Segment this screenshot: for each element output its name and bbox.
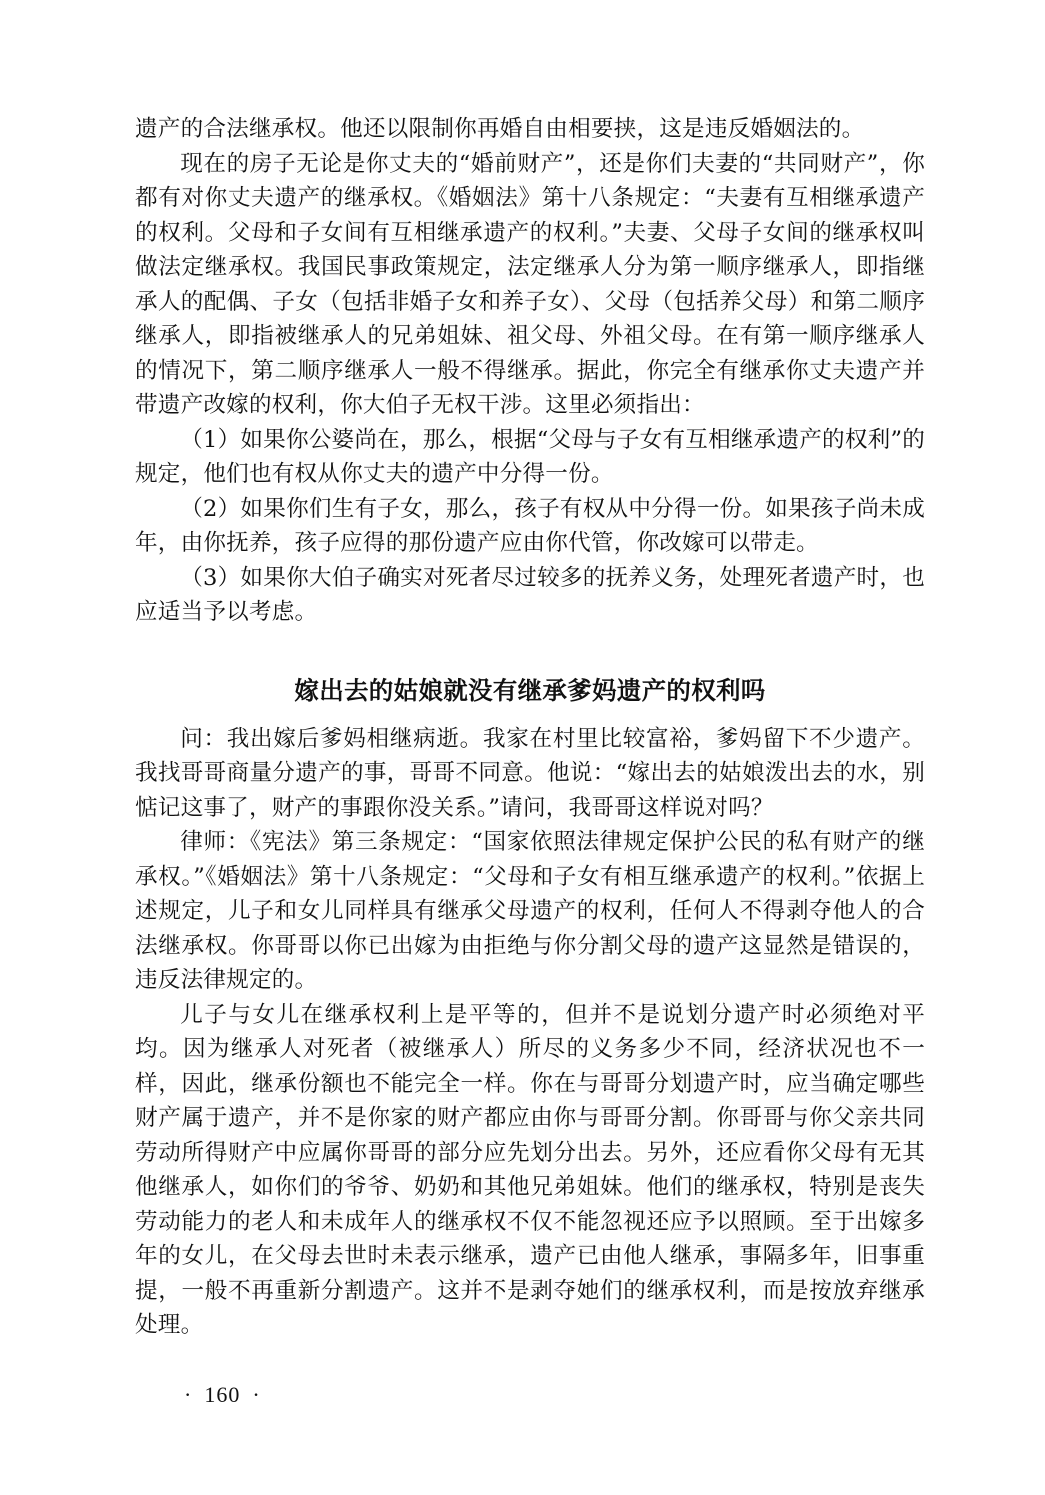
section-heading: 嫁出去的姑娘就没有继承爹妈遗产的权利吗: [294, 675, 766, 705]
paragraph-equal-rights: 儿子与女儿在继承权利上是平等的，但并不是说划分遗产时必须绝对平均。因为继承人对死者（被继承人）所尽的义务多少不同，经济状况也不一样，因此，继承份额也不能完全一样。你在与哥哥分划遗产时，应当确定哪些财产属于遗产，并不是你家的财产都应由你与哥哥分割。你哥哥与你父亲共同劳动所得财产中应属你哥哥的部分应先划分出去。另外，还应看你父母有无其他继承人，如你们的爷爷、奶奶和其他兄弟姐妹。他们的继承权，特别是丧失劳动能力的老人和未成年人的继承权不仅不能忽视还应予以照顾。至于出嫁多年的女儿，在父母去世时未表示继承，遗产已由他人继承，事隔多年，旧事重提，一般不再重新分割遗产。这并不是剥夺她们的继承权利，而是按放弃继承处理。: [135, 1001, 925, 1338]
page-number-dot-left: ·: [184, 1382, 193, 1407]
paragraph-point-2: （2）如果你们生有子女，那么，孩子有权从中分得一份。如果孩子尚未成年，由你抚养，孩子应得的那份遗产应由你代管，你改嫁可以带走。: [135, 495, 925, 556]
paragraph-continuation: 遗产的合法继承权。他还以限制你再婚自由相要挟，这是违反婚姻法的。: [135, 116, 865, 142]
paragraph-point-3: （3）如果你大伯子确实对死者尽过较多的抚养义务，处理死者遗产时，也应适当予以考虑。: [135, 564, 925, 625]
page-number-value: 160: [204, 1382, 241, 1407]
paragraph-question: 问：我出嫁后爹妈相继病逝。我家在村里比较富裕，爹妈留下不少遗产。我找哥哥商量分遗产的事，哥哥不同意。他说：“嫁出去的姑娘泼出去的水，别惦记这事了，财产的事跟你没关系。”请问，我哥哥这样说对吗？: [135, 725, 925, 821]
page-number-dot-right: ·: [252, 1382, 261, 1407]
paragraph-inheritance-rights: 现在的房子无论是你丈夫的“婚前财产”，还是你们夫妻的“共同财产”，你都有对你丈夫遗产的继承权。《婚姻法》第十八条规定：“夫妻有互相继承遗产的权利。父母和子女间有互相继承遗产的权利。”夫妻、父母子女间的继承权叫做法定继承权。我国民事政策规定，法定继承人分为第一顺序继承人，即指继承人的配偶、子女（包括非婚子女和养子女）、父母（包括养父母）和第二顺序继承人，即指被继承人的兄弟姐妹、祖父母、外祖父母。在有第一顺序继承人的情况下，第二顺序继承人一般不得继承。据此，你完全有继承你丈夫遗产并带遗产改嫁的权利，你大伯子无权干涉。这里必须指出：: [135, 150, 925, 418]
page-body: [135, 112, 925, 1343]
page-number: [172, 1382, 273, 1408]
paragraph-lawyer-answer: 律师：《宪法》第三条规定：“国家依照法律规定保护公民的私有财产的继承权。”《婚姻法》第十八条规定：“父母和子女有相互继承遗产的权利。”依据上述规定，儿子和女儿同样具有继承父母遗产的权利，任何人不得剥夺他人的合法继承权。你哥哥以你已出嫁为由拒绝与你分割父母的遗产这显然是错误的，违反法律规定的。: [135, 829, 925, 993]
paragraph-point-1: （1）如果你公婆尚在，那么，根据“父母与子女有互相继承遗产的权利”的规定，他们也有权从你丈夫的遗产中分得一份。: [135, 426, 925, 487]
